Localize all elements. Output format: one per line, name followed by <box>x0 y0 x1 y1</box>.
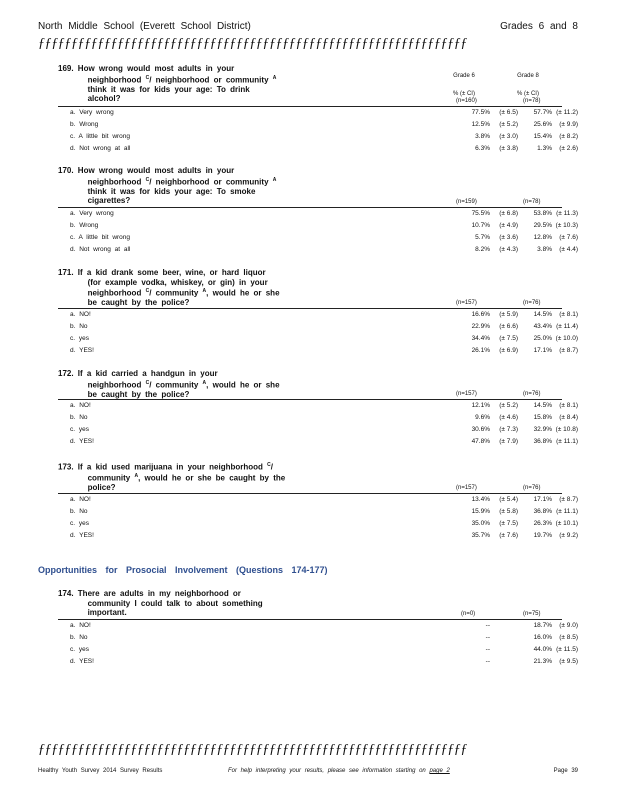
table-rule <box>58 106 562 107</box>
table-rule <box>58 308 562 309</box>
table-row: a. NO! 16.6% (± 5.9) 14.5% (± 8.1) <box>70 311 578 318</box>
table-row: c. yes 34.4% (± 7.5) 25.0% (± 10.0) <box>70 335 578 342</box>
table-row: d. Not wrong at all 8.2% (± 4.3) 3.8% (± 4.4) <box>70 246 578 253</box>
n-grade-8: (n=78) <box>523 199 541 205</box>
table-row: b. No 22.9% (± 6.6) 43.4% (± 11.4) <box>70 323 578 330</box>
table-row: a. Very wrong 77.5% (± 6.5) 57.7% (± 11.2) <box>70 109 578 116</box>
grade-8-pct-head: % (± CI) <box>517 91 539 97</box>
table-row: b. No 9.6% (± 4.6) 15.8% (± 8.4) <box>70 414 578 421</box>
table-row: b. No 15.9% (± 5.8) 36.8% (± 11.1) <box>70 508 578 515</box>
question-172: 172. If a kid carried a handgun in your neighborhood $^C$/ community $^A$, would he or she be caught by the police? <box>58 369 280 399</box>
grade-6-head: Grade 6 <box>453 73 475 79</box>
n-grade-8: (n=76) <box>523 391 541 397</box>
n-grade-6: (n=157) <box>456 300 477 306</box>
ornament-top: ƒƒƒƒƒƒƒƒƒƒƒƒƒƒƒƒƒƒƒƒƒƒƒƒƒƒƒƒƒƒƒƒƒƒƒƒƒƒƒƒƒƒƒƒƒƒƒƒƒƒƒƒƒƒƒƒƒƒƒƒƒƒƒƒƒ <box>38 36 468 51</box>
table-row: c. yes -- 44.0% (± 11.5) <box>70 646 578 653</box>
table-row: d. YES! -- 21.3% (± 9.5) <box>70 658 578 665</box>
table-rule <box>58 207 562 208</box>
table-row: b. Wrong 12.5% (± 5.2) 25.6% (± 9.9) <box>70 121 578 128</box>
table-row: c. yes 35.0% (± 7.5) 26.3% (± 10.1) <box>70 520 578 527</box>
n-grade-6: (n=157) <box>456 485 477 491</box>
question-171: 171. If a kid drank some beer, wine, or hard liquor (for example vodka, whiskey, or gin) in your neighborhood $^C$/ community $^A$, would he or she be caught by the police? <box>58 268 280 308</box>
table-row: d. Not wrong at all 6.3% (± 3.8) 1.3% (± 2.6) <box>70 145 578 152</box>
footer-help: For help interpreting your results, please see information starting on page 2 <box>228 768 450 774</box>
table-row: d. YES! 35.7% (± 7.6) 19.7% (± 9.2) <box>70 532 578 539</box>
table-rule <box>58 619 562 620</box>
page-number: Page 39 <box>553 768 578 774</box>
table-row: c. A little bit wrong 3.8% (± 3.0) 15.4% (± 8.2) <box>70 133 578 140</box>
n-grade-6: (n=0) <box>461 611 476 617</box>
section-title: Opportunities for Prosocial Involvement (Questions 174-177) <box>38 565 328 575</box>
table-row: c. yes 30.6% (± 7.3) 32.9% (± 10.8) <box>70 426 578 433</box>
header-school: North Middle School (Everett School District) <box>38 21 251 32</box>
question-169: 169. How wrong would most adults in your neighborhood $^C$/ neighborhood or community $^A$ think it was for kids your age: To drink alcohol? <box>58 64 277 104</box>
table-row: a. Very wrong 75.5% (± 6.8) 53.8% (± 11.3) <box>70 210 578 217</box>
ornament-bottom: ƒƒƒƒƒƒƒƒƒƒƒƒƒƒƒƒƒƒƒƒƒƒƒƒƒƒƒƒƒƒƒƒƒƒƒƒƒƒƒƒƒƒƒƒƒƒƒƒƒƒƒƒƒƒƒƒƒƒƒƒƒƒƒƒƒ <box>38 742 468 757</box>
question-174: 174. There are adults in my neighborhood or community I could talk to about something important. <box>58 589 263 617</box>
n-grade-8: (n=78) <box>523 98 541 104</box>
grade-6-pct-head: % (± CI) <box>453 91 475 97</box>
n-grade-6: (n=157) <box>456 391 477 397</box>
page-link[interactable]: page 2 <box>429 768 450 774</box>
n-grade-6: (n=160) <box>456 98 477 104</box>
table-row: a. NO! 13.4% (± 5.4) 17.1% (± 8.7) <box>70 496 578 503</box>
header-grades: Grades 6 and 8 <box>500 21 578 32</box>
n-grade-6: (n=159) <box>456 199 477 205</box>
n-grade-8: (n=76) <box>523 485 541 491</box>
question-173: 173. If a kid used marijuana in your neighborhood $^C$/ community $^A$, would he or she be caught by the police? <box>58 462 286 493</box>
table-rule <box>58 493 562 494</box>
table-rule <box>58 399 562 400</box>
table-row: b. No -- 16.0% (± 8.5) <box>70 634 578 641</box>
footer-survey: Healthy Youth Survey 2014 Survey Results <box>38 768 163 774</box>
question-170: 170. How wrong would most adults in your neighborhood $^C$/ neighborhood or community $^A$ think it was for kids your age: To smoke cigarettes? <box>58 166 277 206</box>
table-row: c. A little bit wrong 5.7% (± 3.6) 12.8% (± 7.6) <box>70 234 578 241</box>
n-grade-8: (n=76) <box>523 300 541 306</box>
n-grade-8: (n=75) <box>523 611 541 617</box>
grade-8-head: Grade 8 <box>517 73 539 79</box>
table-row: d. YES! 26.1% (± 6.9) 17.1% (± 8.7) <box>70 347 578 354</box>
table-row: a. NO! -- 18.7% (± 9.0) <box>70 622 578 629</box>
table-row: b. Wrong 10.7% (± 4.9) 29.5% (± 10.3) <box>70 222 578 229</box>
table-row: a. NO! 12.1% (± 5.2) 14.5% (± 8.1) <box>70 402 578 409</box>
table-row: d. YES! 47.8% (± 7.9) 36.8% (± 11.1) <box>70 438 578 445</box>
